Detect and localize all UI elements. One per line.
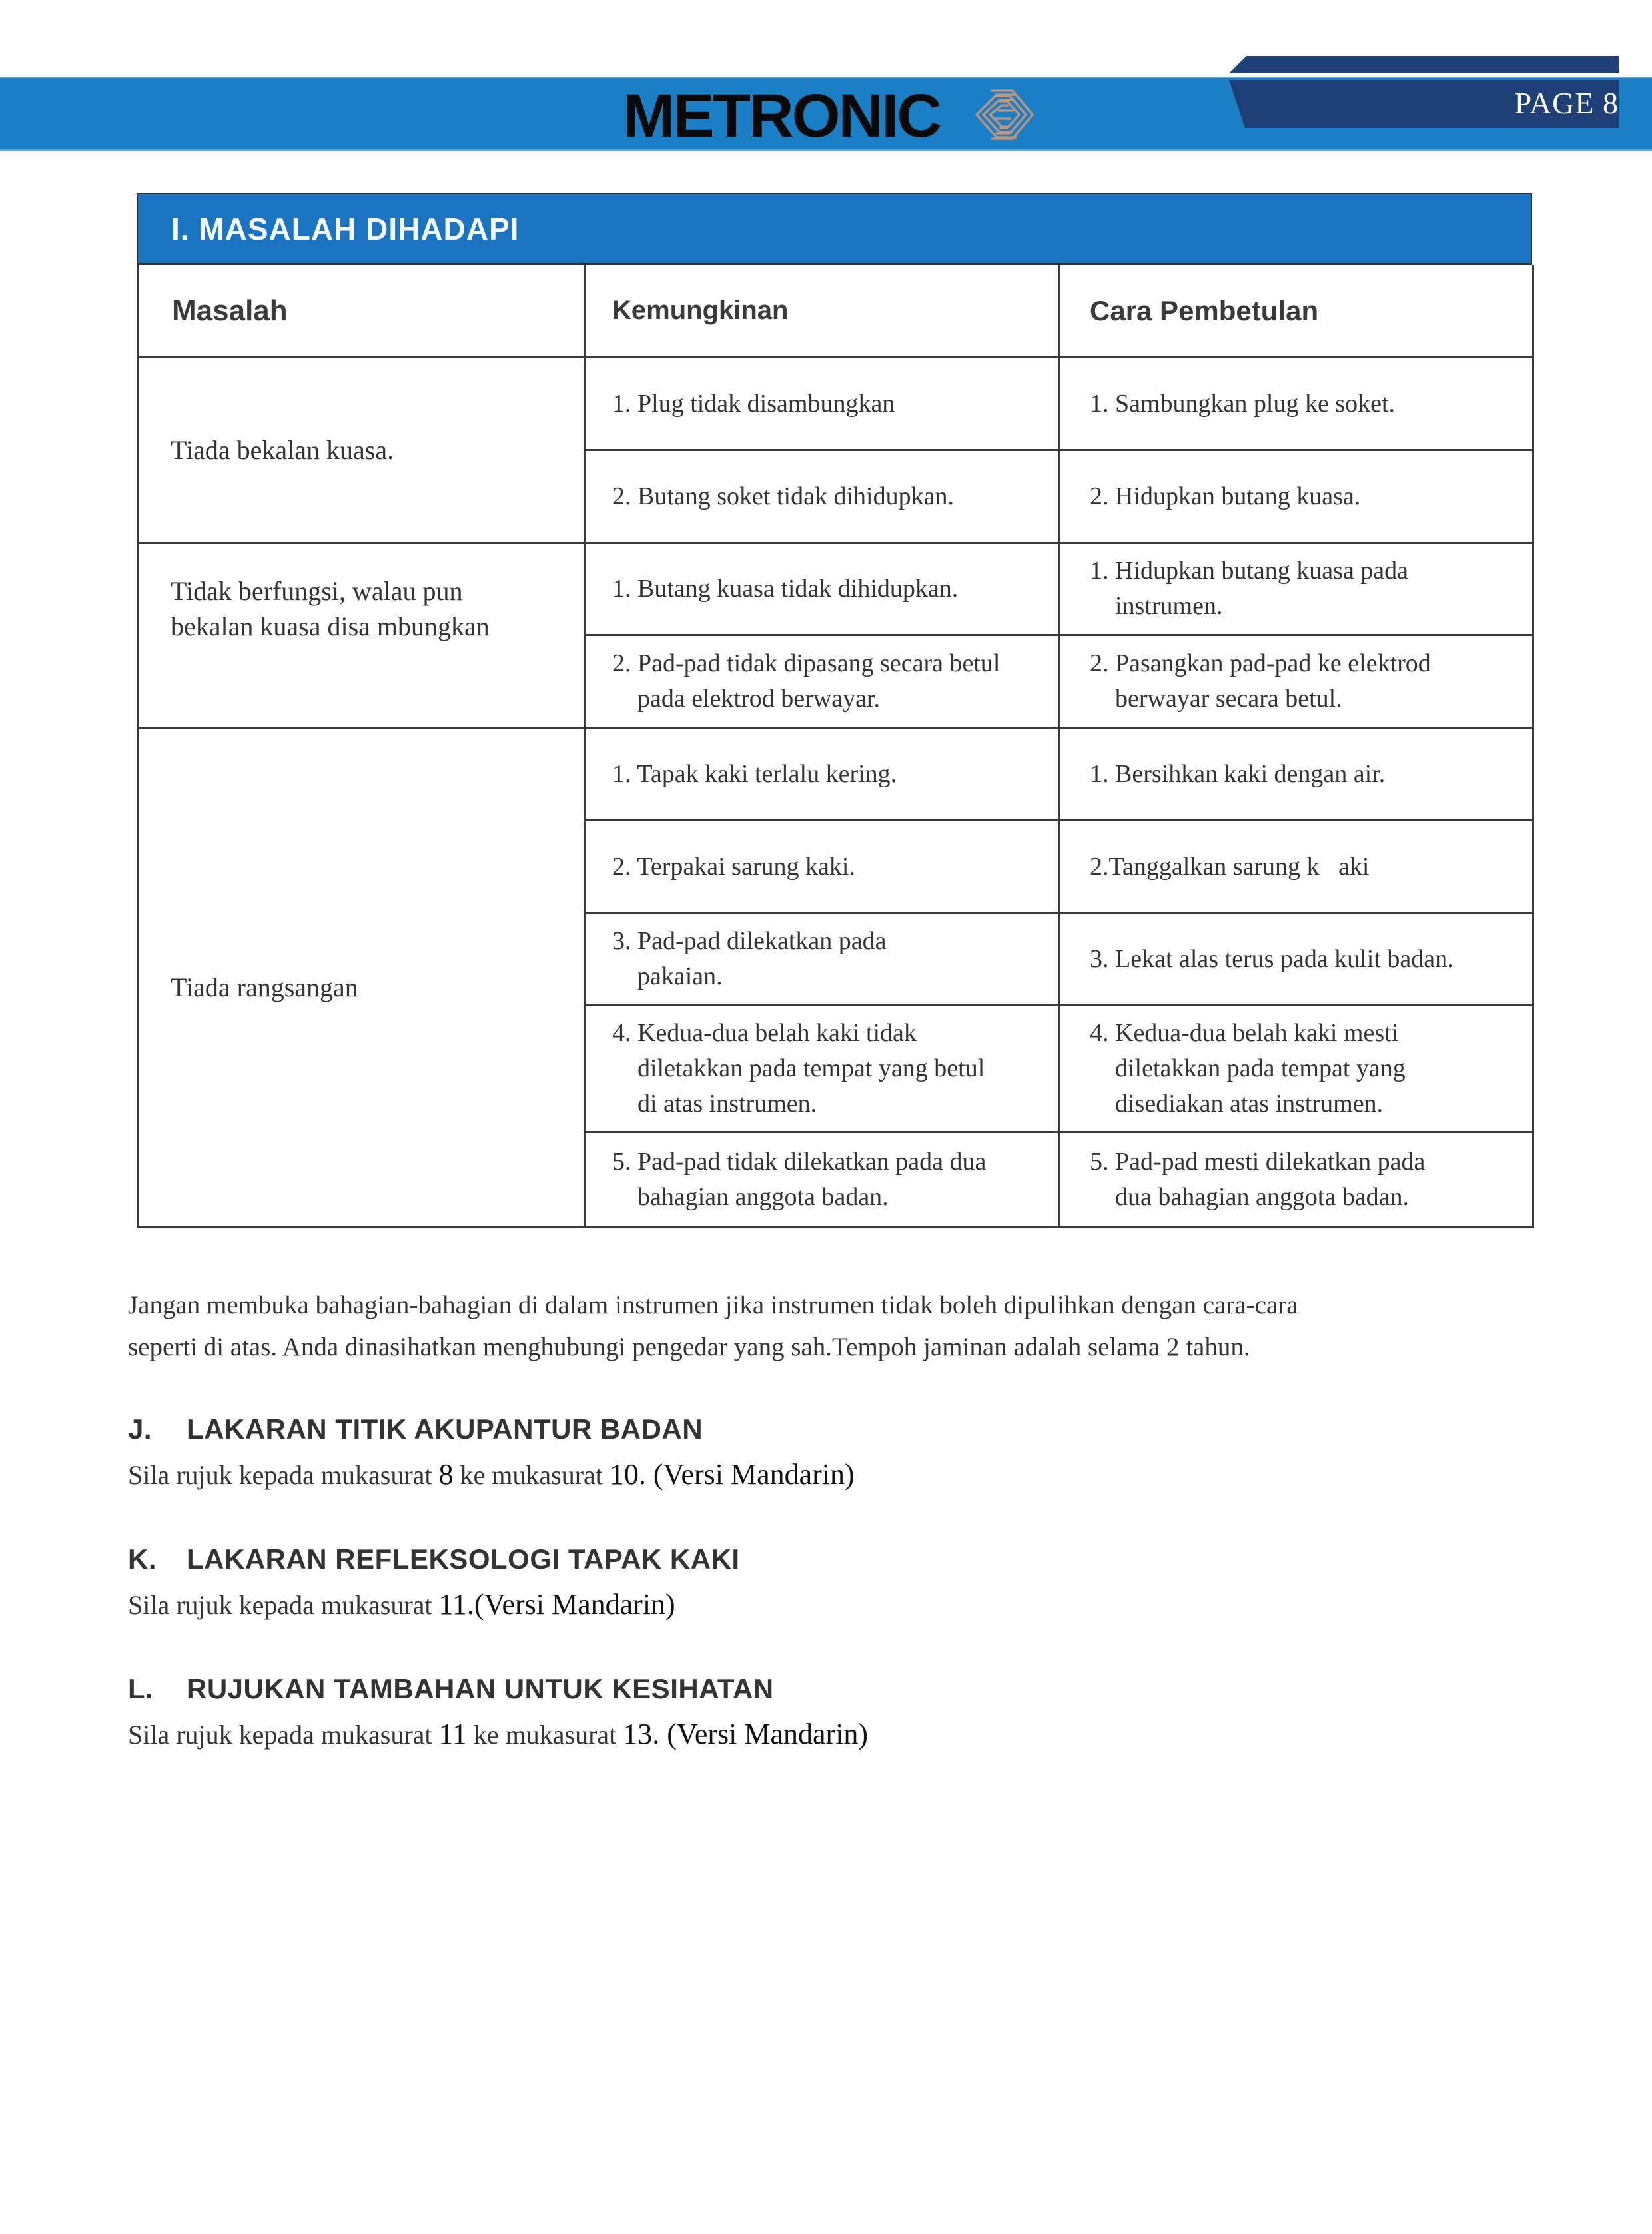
cause-cell: 3. Pad-pad dilekatkan pada pakaian.	[612, 927, 887, 990]
section-l-text	[128, 1717, 868, 1751]
version-note: (Versi Mandarin)	[659, 1718, 869, 1750]
page-reference: 13.	[623, 1718, 660, 1750]
column-header-pembetulan: Cara Pembetulan	[1059, 265, 1533, 358]
reference-text: ke mukasurat	[453, 1460, 610, 1490]
reference-text: Sila rujuk kepada mukasurat	[128, 1460, 439, 1490]
cause-cell: 5. Pad-pad tidak dilekatkan pada dua bahagian anggota badan.	[612, 1148, 987, 1211]
section-l-heading	[128, 1673, 774, 1705]
page-reference: 11	[438, 1718, 467, 1750]
fix-cell: 2. Pasangkan pad-pad ke elektrod berwayar secara betul.	[1090, 649, 1431, 713]
section-title: I. MASALAH DIHADAPI	[171, 211, 520, 246]
version-note: (Versi Mandarin)	[645, 1458, 855, 1491]
problem-cell: Tiada bekalan kuasa.	[138, 358, 585, 543]
cause-cell: 2. Terpakai sarung kaki.	[612, 852, 855, 881]
page-reference: 11.	[438, 1588, 474, 1621]
fix-cell: 2. Hidupkan butang kuasa.	[1090, 482, 1361, 510]
problem-cell	[138, 543, 585, 728]
page-number: PAGE 8	[1514, 86, 1619, 120]
problem-cell: Tiada rangsangan	[138, 728, 585, 1228]
fix-cell: 2.Tanggalkan sarung k aki	[1090, 852, 1370, 881]
reference-text: ke mukasurat	[466, 1720, 623, 1750]
warranty-note-line: Jangan membuka bahagian-bahagian di dalam instrumen jika instrumen tidak boleh dipulihkan dengan cara-cara	[128, 1291, 1298, 1319]
fix-cell: 1. Hidupkan butang kuasa pada instrumen.	[1090, 557, 1409, 620]
reference-text: Sila rujuk kepada mukasurat	[128, 1720, 439, 1750]
fix-cell: 1. Sambungkan plug ke soket.	[1090, 389, 1396, 418]
problems-table	[137, 265, 1534, 1228]
warranty-note-line: seperti di atas. Anda dinasihatkan menghubungi pengedar yang sah.Tempoh jaminan adalah selama 2 tahun.	[128, 1333, 1250, 1361]
section-j-text	[128, 1457, 855, 1491]
table-header-row	[138, 265, 1533, 358]
column-header-kemungkinan: Kemungkinan	[585, 265, 1059, 358]
reference-text: Sila rujuk kepada mukasurat	[128, 1590, 439, 1620]
fix-cell: 1. Bersihkan kaki dengan air.	[1090, 759, 1386, 788]
header-tab-strip	[1229, 56, 1619, 73]
section-j-heading	[128, 1413, 703, 1445]
section-letter: K.	[128, 1543, 157, 1575]
table-row	[138, 728, 1533, 821]
cause-cell: 2. Butang soket tidak dihidupkan.	[612, 482, 954, 510]
section-letter: L.	[128, 1673, 154, 1704]
fix-cell: 5. Pad-pad mesti dilekatkan pada dua bahagian anggota badan.	[1090, 1148, 1426, 1211]
cause-cell: 1. Butang kuasa tidak dihidupkan.	[612, 574, 959, 603]
section-title: RUJUKAN TAMBAHAN UNTUK KESIHATAN	[187, 1673, 774, 1704]
section-title-bar	[137, 193, 1532, 265]
troubleshooting-table	[137, 193, 1532, 1228]
section-k-heading	[128, 1543, 740, 1575]
cause-cell: 1. Tapak kaki terlalu kering.	[612, 759, 897, 788]
fix-cell: 3. Lekat alas terus pada kulit badan.	[1090, 944, 1454, 973]
section-k-text	[128, 1587, 675, 1621]
cause-cell: 2. Pad-pad tidak dipasang secara betul pada elektrod berwayar.	[612, 649, 1001, 713]
table-row	[138, 543, 1533, 635]
column-header-masalah: Masalah	[138, 265, 585, 358]
section-letter: J.	[128, 1413, 153, 1445]
warranty-note	[128, 1284, 1540, 1368]
version-note: (Versi Mandarin)	[474, 1588, 675, 1621]
cause-cell: 4. Kedua-dua belah kaki tidak diletakkan pada tempat yang betul di atas instrumen.	[612, 1019, 985, 1118]
cause-cell: 1. Plug tidak disambungkan	[612, 389, 895, 418]
brand-logo-icon	[971, 88, 1038, 141]
page-reference: 8	[438, 1458, 454, 1491]
page-reference: 10.	[609, 1458, 646, 1491]
section-title: LAKARAN REFLEKSOLOGI TAPAK KAKI	[187, 1543, 740, 1575]
brand-logo-text: METRONIC	[623, 82, 940, 150]
table-row	[138, 358, 1533, 450]
fix-cell: 4. Kedua-dua belah kaki mesti diletakkan pada tempat yang disediakan atas instrumen.	[1090, 1019, 1406, 1118]
problem-text: Tidak berfungsi, walau pun bekalan kuasa disa mbungkan	[171, 576, 490, 641]
section-title: LAKARAN TITIK AKUPANTUR BADAN	[187, 1413, 703, 1445]
